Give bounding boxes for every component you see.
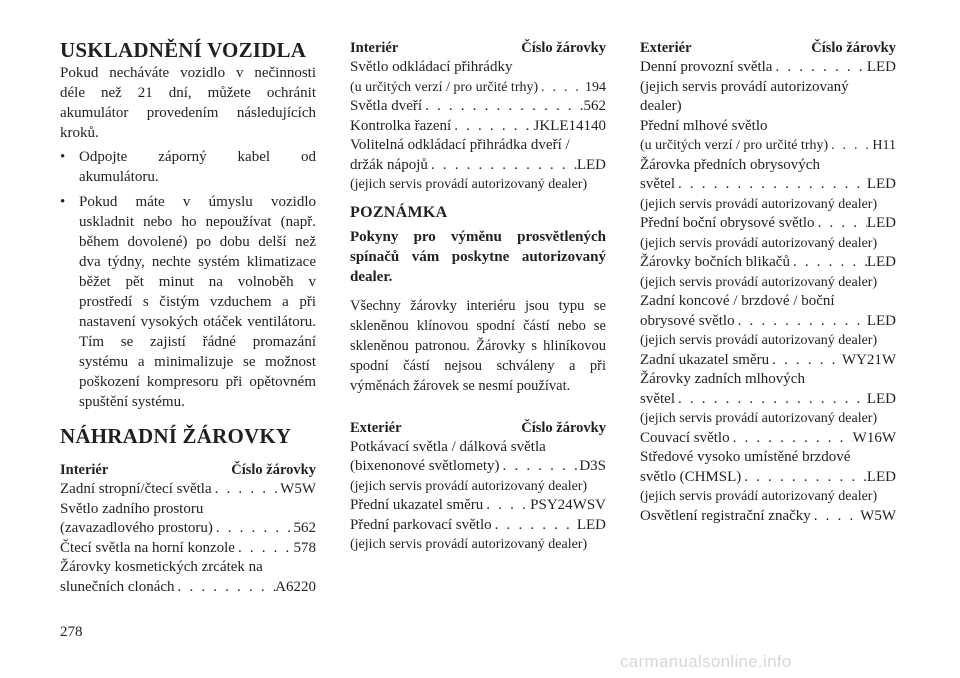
bulb-row xyxy=(640,390,896,410)
bulb-name-line: Žárovky zadních mlhových xyxy=(640,371,805,387)
storage-intro-paragraph: Pokud necháváte vozidlo v nečinnosti déle než 21 dní, můžete ochránit akumulátor provedením následujících kroků. xyxy=(60,65,316,141)
bulb-name: Světla dveří xyxy=(350,98,423,114)
bulb-number: LED xyxy=(866,312,896,329)
bulb-row xyxy=(640,312,896,332)
table-header-left: Exteriér xyxy=(640,40,692,56)
bulb-name: Žárovky bočních blikačů xyxy=(640,254,790,270)
bulb-entry xyxy=(640,370,896,429)
bulb-note: (jejich servis provádí autorizovaný dealer) xyxy=(640,411,878,426)
bulb-entry xyxy=(350,438,606,497)
bulb-table-interior-1 xyxy=(60,480,316,597)
bulb-row xyxy=(350,156,606,176)
bulb-name-line: Žárovky kosmetických zrcátek na xyxy=(60,559,263,575)
bulb-note: (jejich servis provádí autorizovaný dealer) xyxy=(350,537,588,552)
bulb-name: Couvací světlo xyxy=(640,429,730,446)
table-header-right: Číslo žárovky xyxy=(811,40,896,56)
bulb-row xyxy=(640,253,896,273)
bulb-name: (bixenonové světlomety) xyxy=(350,458,500,474)
bulb-name: (u určitých verzí / pro určité trhy) xyxy=(640,138,829,153)
bulb-row xyxy=(60,519,316,539)
dot-leader xyxy=(175,578,276,598)
bulb-entry xyxy=(350,97,606,117)
bulb-number: D3S xyxy=(579,458,606,474)
bulb-number: W5W xyxy=(280,481,316,497)
bulb-entry xyxy=(60,558,316,597)
table-header-left: Interiér xyxy=(350,40,399,56)
bulb-row xyxy=(640,468,896,488)
dot-leader xyxy=(422,97,583,117)
dot-leader xyxy=(213,519,294,539)
bulb-row xyxy=(640,429,896,449)
bulb-row xyxy=(640,214,896,234)
bulb-name-line: Volitelná odkládací přihrádka dveří / xyxy=(350,137,570,153)
note-bold-text: Pokyny pro výměnu prosvětlených spínačů vám poskytne autorizovaný dealer. xyxy=(350,228,606,285)
bulb-number: H11 xyxy=(872,138,896,153)
column-middle xyxy=(350,38,606,555)
bulb-note: (jejich servis provádí autorizovaný dealer) xyxy=(640,196,878,212)
bulb-table-exterior-2 xyxy=(640,58,896,526)
dot-leader xyxy=(212,480,281,500)
bulb-name: Kontrolka řazení xyxy=(350,117,452,134)
table-header-interior xyxy=(60,460,316,480)
bulb-name: Zadní ukazatel směru xyxy=(640,351,770,368)
bulb-name: (zavazadlového prostoru) xyxy=(60,520,213,536)
section-title-bulbs: NÁHRADNÍ ŽÁROVKY xyxy=(60,424,292,448)
dot-leader xyxy=(741,468,867,488)
bullet-icon: • xyxy=(60,194,66,210)
dot-leader xyxy=(451,117,533,137)
bulb-row xyxy=(640,507,896,527)
table-header-left: Interiér xyxy=(60,462,109,478)
bulb-note: (jejich servis provádí autorizovaný dealer) xyxy=(350,177,588,192)
bulb-entry xyxy=(640,292,896,351)
bulb-note-line: dealer) xyxy=(640,98,682,114)
bulb-entry xyxy=(640,507,896,527)
bulb-row xyxy=(60,578,316,598)
dot-leader xyxy=(735,312,867,332)
bulb-number: LED xyxy=(866,390,896,407)
bulb-number: A6220 xyxy=(275,578,316,595)
bulb-number: W16W xyxy=(852,429,896,446)
dot-leader xyxy=(483,496,530,516)
bulb-number: LED xyxy=(866,254,896,270)
page-number: 278 xyxy=(60,624,83,640)
bulb-table-exterior-1 xyxy=(350,438,606,555)
bulb-name-line: Středové vysoko umístěné brzdové xyxy=(640,449,851,465)
bulb-number: 578 xyxy=(293,539,316,556)
bulb-number: LED xyxy=(576,516,606,533)
dot-leader xyxy=(769,351,842,371)
bulb-name: obrysové světlo xyxy=(640,312,735,329)
bulb-entry xyxy=(640,429,896,449)
bulb-row xyxy=(640,175,896,195)
bulb-number: PSY24WSV xyxy=(530,497,606,513)
bulb-row xyxy=(350,516,606,536)
bulb-name-line: Světlo odkládací přihrádky xyxy=(350,59,513,75)
bulb-row xyxy=(640,351,896,371)
bulb-row xyxy=(60,539,316,559)
bulb-entry xyxy=(350,516,606,555)
table-header-left: Exteriér xyxy=(350,419,402,436)
dot-leader xyxy=(772,58,866,78)
bulb-name-line: Světlo zadního prostoru xyxy=(60,500,204,517)
bulb-entry xyxy=(60,480,316,500)
bulb-name-line: Přední mlhové světlo xyxy=(640,117,768,134)
bulb-entry xyxy=(640,58,896,117)
bulb-note: (jejich servis provádí autorizovaný dealer) xyxy=(640,489,878,504)
bulb-number: JKLE14140 xyxy=(533,117,606,134)
dot-leader xyxy=(675,175,867,195)
bulb-name: Čtecí světla na horní konzole xyxy=(60,539,235,556)
bulb-number: WY21W xyxy=(841,351,896,368)
bulb-name: držák nápojů xyxy=(350,156,428,173)
dot-leader xyxy=(675,390,867,410)
dot-leader xyxy=(492,516,577,536)
bulb-number: LED xyxy=(866,215,896,231)
bulb-note: (jejich servis provádí autorizovaný dealer) xyxy=(350,478,588,494)
bulb-note: (jejich servis provádí autorizovaný dealer) xyxy=(640,235,878,251)
note-text: Všechny žárovky interiéru jsou typu se skleněnou klínovou spodní částí nebo se skleněnou patronou. Žárovky s hliníkovou spodní částí nejsou schváleny a při výměnách žárovek se nesmí používat. xyxy=(350,297,606,394)
bulb-number: LED xyxy=(866,176,896,192)
bulb-row xyxy=(60,480,316,500)
bulb-entry xyxy=(640,156,896,215)
table-header-interior xyxy=(350,38,606,58)
bulb-number: 562 xyxy=(583,98,606,114)
bulb-name: světel xyxy=(640,390,675,407)
dot-leader xyxy=(235,539,294,559)
table-header-exterior xyxy=(350,418,606,438)
bulb-note: (jejich servis provádí autorizovaný dealer) xyxy=(640,333,878,348)
bulb-name: Přední parkovací světlo xyxy=(350,516,492,533)
bulb-name: Osvětlení registrační značky xyxy=(640,507,811,524)
bulb-name: Přední boční obrysové světlo xyxy=(640,215,815,231)
bulb-row xyxy=(350,496,606,516)
bulb-entry xyxy=(640,253,896,292)
dot-leader xyxy=(790,253,867,273)
dot-leader xyxy=(811,507,860,527)
bulb-entry xyxy=(640,117,896,156)
bulb-entry xyxy=(350,496,606,516)
bulb-entry xyxy=(350,58,606,97)
dot-leader xyxy=(500,457,580,477)
bulb-note-line: (jejich servis provádí autorizovaný xyxy=(640,78,849,95)
bulb-entry xyxy=(350,117,606,137)
table-header-exterior xyxy=(640,38,896,58)
bullet-icon: • xyxy=(60,149,66,165)
dot-leader xyxy=(428,156,577,176)
bulb-name: (u určitých verzí / pro určité trhy) xyxy=(350,79,539,95)
column-left xyxy=(60,38,316,597)
bulb-row xyxy=(350,457,606,477)
table-header-right: Číslo žárovky xyxy=(521,419,606,436)
bulb-note: (jejich servis provádí autorizovaný dealer) xyxy=(640,274,878,290)
bulb-name: Přední ukazatel směru xyxy=(350,497,484,513)
watermark: carmanualsonline.info xyxy=(620,652,792,671)
bulb-entry xyxy=(60,500,316,539)
bulb-entry xyxy=(640,214,896,253)
dot-leader xyxy=(730,429,853,449)
dot-leader xyxy=(538,78,585,98)
bulb-entry xyxy=(60,539,316,559)
bulb-entry xyxy=(350,136,606,195)
bulb-number: LED xyxy=(866,59,896,75)
bulb-row xyxy=(350,97,606,117)
dot-leader xyxy=(815,214,867,234)
bulb-name: Zadní stropní/čtecí světla xyxy=(60,481,212,497)
bulb-row xyxy=(640,136,896,156)
dot-leader xyxy=(828,136,872,156)
bulb-number: LED xyxy=(866,468,896,485)
bulb-name: světlo (CHMSL) xyxy=(640,468,742,485)
bulb-name: slunečních clonách xyxy=(60,578,175,595)
column-right xyxy=(640,38,896,526)
bulb-number: LED xyxy=(576,156,606,173)
bullet-item: • Odpojte záporný kabel od akumulátoru. xyxy=(60,149,316,185)
table-header-right: Číslo žárovky xyxy=(231,462,316,478)
bulb-entry xyxy=(640,351,896,371)
note-title: POZNÁMKA xyxy=(350,203,448,221)
bulb-number: W5W xyxy=(860,507,896,524)
bulb-name-line: Žárovka předních obrysových xyxy=(640,156,820,173)
bulb-name-line: Potkávací světla / dálková světla xyxy=(350,438,546,455)
bullet-item: • Pokud máte v úmyslu vozidlo uskladnit nebo ho nepoužívat (např. během dovolené) po dobu delší než dva týdny, nechte systém klimatizace běžet pět minut na volnoběh v prostředí s čistým vzduchem a při nastavení vysokých otáček ventilátoru. Tím se zajistí řádné promazání systému a minimalizuje se možnost poškození kompresoru při opětovném spuštění systému. xyxy=(60,194,316,410)
bulb-row xyxy=(350,117,606,137)
section-title-storage: USKLADNĚNÍ VOZIDLA xyxy=(60,38,307,62)
bulb-number: 562 xyxy=(293,520,316,536)
bulb-name-line: Zadní koncové / brzdové / boční xyxy=(640,293,835,309)
bulb-name: světel xyxy=(640,176,675,192)
bulb-entry xyxy=(640,448,896,507)
bulb-number: 194 xyxy=(585,79,606,95)
table-header-right: Číslo žárovky xyxy=(521,40,606,56)
bulb-table-interior-2 xyxy=(350,58,606,195)
bulb-name: Denní provozní světla xyxy=(640,59,773,75)
storage-bullet-list xyxy=(60,147,316,412)
bulb-row xyxy=(640,58,896,78)
bulb-row xyxy=(350,78,606,98)
